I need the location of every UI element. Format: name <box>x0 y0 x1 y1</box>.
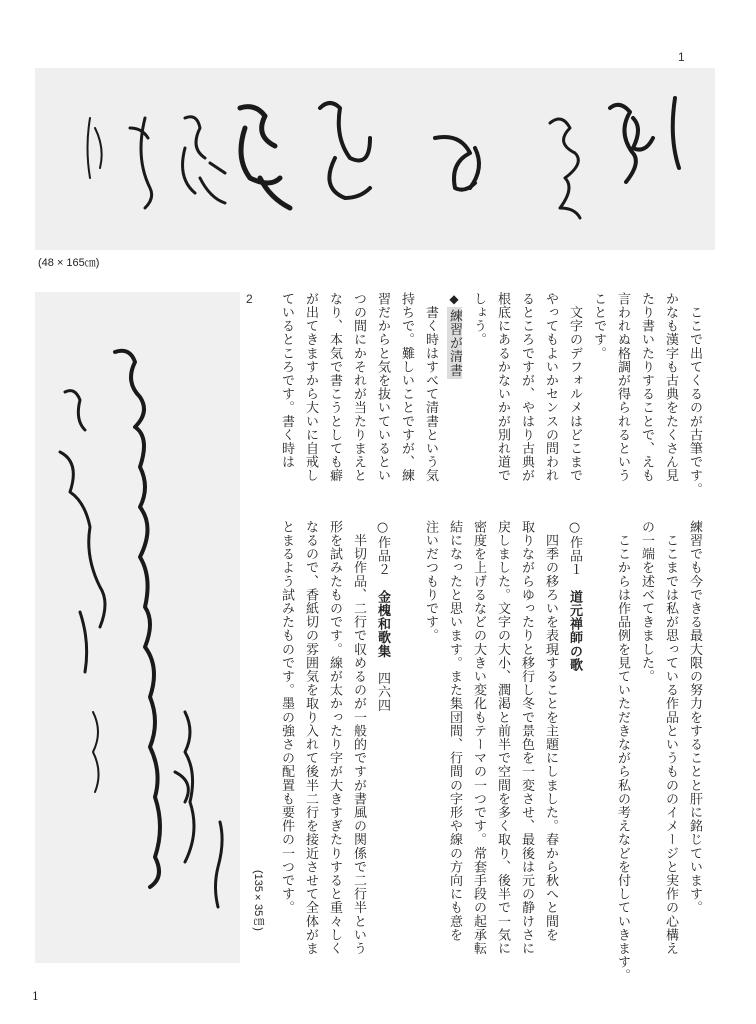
heading-text: 練習が清書 <box>447 308 462 377</box>
text-line: 練習でも今できる最大限の努力をすることと肝に銘じています。 <box>687 520 702 915</box>
text-line: 注いだつもりです。 <box>423 520 438 643</box>
work-label: ○作品２ <box>375 520 390 590</box>
calligraphy-artwork-1 <box>35 68 715 250</box>
text-line: の一端を述べてきました。 <box>639 520 654 684</box>
spacer <box>586 520 610 950</box>
diamond-icon: ◆ <box>447 292 461 307</box>
text-line: 言われぬ格調が得られるという <box>615 292 630 483</box>
text-line: ここまでは私が思っている作品というもののイメージと実作の心構え <box>663 520 678 956</box>
figure-1-number: 1 <box>678 50 685 64</box>
work-title: 道元禅師の歌 <box>567 590 582 672</box>
text-line: 書く時はすべて清書という気 <box>423 292 438 483</box>
text-line: とまるよう試みたものです。墨の強さの配置も要件の一つです。 <box>279 520 294 915</box>
work-title: 金槐和歌集 <box>375 590 390 658</box>
work-label: ○作品１ <box>567 520 582 590</box>
text-line: ここで出てくるのが古筆です。 <box>687 292 702 496</box>
figure-1-caption: (48 × 165㎝) <box>38 257 100 269</box>
text-line: たり書いたりすることで、えも <box>639 292 654 483</box>
text-line: ているところです。書く時は <box>279 292 294 469</box>
figure-2-caption: (135×35㎝) <box>252 870 264 931</box>
text-line: なり、本気で書こうとしても癖 <box>327 292 342 483</box>
work-1-heading <box>562 520 586 950</box>
text-line: 密度を上げるなどの大きい変化もテーマの一つです。常套手段の起承転 <box>471 520 486 956</box>
lower-text-block <box>274 520 706 983</box>
text-line: やってもよいかセンスの問われ <box>543 292 558 483</box>
text-line: 取りながらゆったりと移行し冬で景色を一変させ、最後は元の静けさに <box>519 520 534 956</box>
text-line: しょう。 <box>471 292 486 347</box>
work-source: 四六四 <box>375 658 390 713</box>
text-line: 形を試みたものです。線が太かったり字が大きすぎたりすると重々しく <box>327 520 342 956</box>
text-line: るところですが、やはり古典が <box>519 292 534 483</box>
text-line: つの間にかそれが当たりまえと <box>351 292 366 483</box>
text-line: なるので、香紙切の雰囲気を取り入れて後半二行を接近させて全体がま <box>303 520 318 956</box>
text-line: 持ちで。難しいことですが、練 <box>399 292 414 483</box>
page-number: 1 <box>32 990 39 1003</box>
text-line: が出てきますから大いに自戒し <box>303 292 318 483</box>
text-line: 半切作品、二行で収めるのが一般的ですが書風の関係で二行半という <box>351 520 366 956</box>
text-line: かなも漢字も古典をたくさん見 <box>663 292 678 483</box>
text-line: 結になったと思います。また集団間、行間の字形や線の方向にも意を <box>447 520 462 942</box>
spacer <box>394 520 418 950</box>
text-line: ことです。 <box>591 292 606 360</box>
work-2-heading <box>370 520 394 950</box>
text-line: 根底にあるかないかが別れ道で <box>495 292 510 483</box>
text-line: ここからは作品例を見ていただきながら私の考えなどを付していきます。 <box>615 520 630 983</box>
text-line: 文字のデフォルメはどこまで <box>567 292 582 483</box>
text-line: 習だからと気を抜いているとい <box>375 292 390 483</box>
text-line: 戻しました。文字の大小、潤渇と前半で空間を多く取り、後半で一気に <box>495 520 510 956</box>
upper-text-block <box>274 292 706 512</box>
text-line: 四季の移ろいを表現することを主題にしました。春から秋へと間を <box>543 520 558 942</box>
figure-2-number: 2 <box>246 292 253 306</box>
calligraphy-artwork-2 <box>35 292 240 963</box>
section-heading <box>442 292 466 512</box>
